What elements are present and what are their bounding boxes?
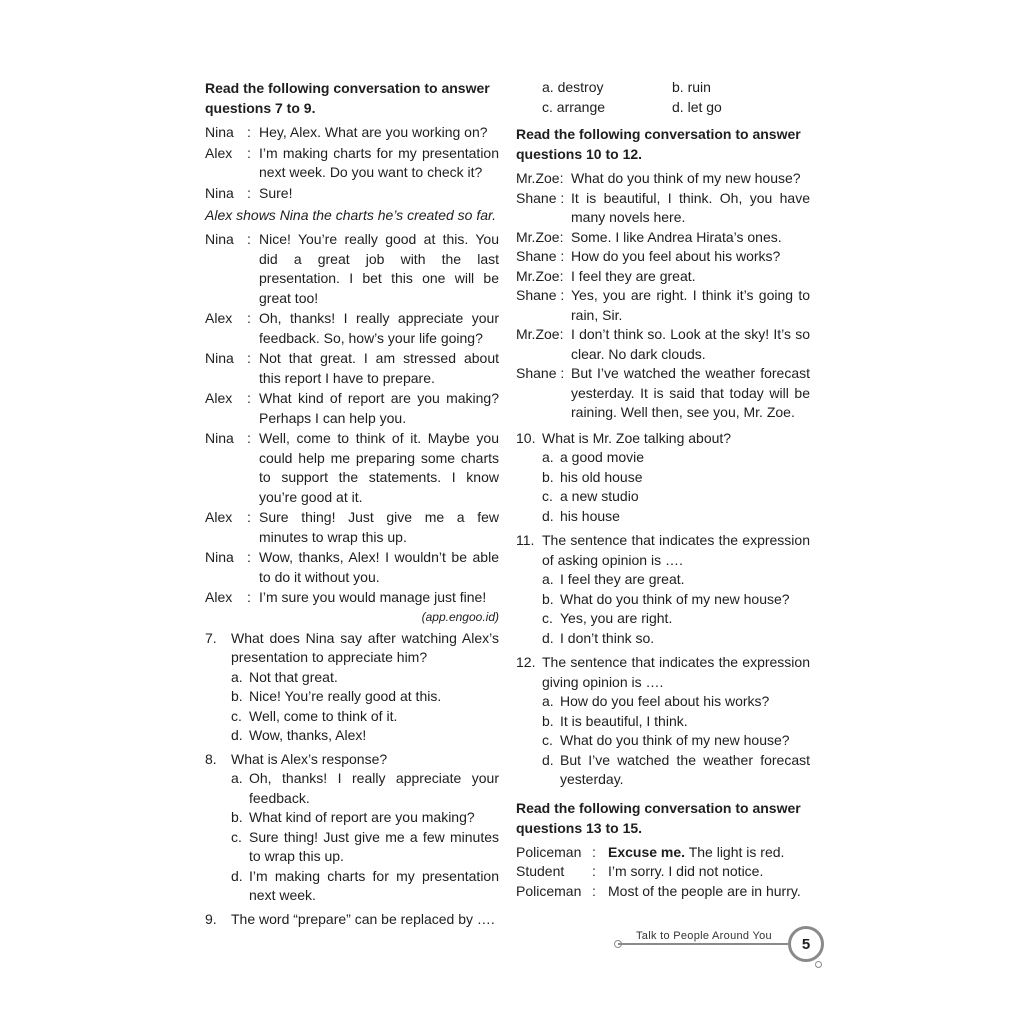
- answer-option: [205, 687, 499, 707]
- dialogue-line: Policeman : Excuse me. The light is red.: [516, 843, 810, 863]
- dialogue-text: I don’t think so. Look at the sky! It’s so clear. No dark clouds.: [571, 326, 810, 362]
- option-letter: c.: [542, 98, 553, 115]
- answer-option: [205, 769, 499, 808]
- dialogue-block-1: [205, 123, 499, 203]
- speaker-name: Alex: [205, 589, 233, 605]
- question-text: The sentence that indicates the expression of asking opinion is ….: [542, 532, 810, 568]
- stage-direction: Alex shows Nina the charts he’s created so far.: [205, 207, 497, 223]
- question-text: The word “prepare” can be replaced by ….: [231, 910, 495, 927]
- dialogue-line: Nina : Wow, thanks, Alex! I wouldn’t be able to do it without you.: [205, 548, 499, 587]
- answer-option: [516, 629, 810, 649]
- speaker-name: Nina: [205, 184, 234, 201]
- dialogue-text: Not that great. I am stressed about this report I have to prepare.: [259, 350, 499, 386]
- speaker-name: Alex: [205, 144, 233, 161]
- option-text: destroy: [557, 79, 604, 95]
- dialogue-line: Nina : Nice! You’re really good at this. You did a great job with the last presentation. I bet this one will be great too!: [205, 230, 499, 308]
- speaker-name: Mr.Zoe:: [516, 170, 564, 186]
- option-letter: b.: [542, 590, 554, 607]
- speaker-name: Nina: [205, 231, 234, 247]
- answer-option: [542, 98, 672, 118]
- speaker-name: Nina: [205, 430, 234, 446]
- dialogue-line: [516, 228, 810, 248]
- dialogue-line: [516, 286, 810, 325]
- option-text: What kind of report are you making?: [249, 809, 475, 825]
- answer-option: [205, 726, 499, 746]
- dialogue-line: Nina : Hey, Alex. What are you working on?: [205, 123, 499, 143]
- option-text: I don’t think so.: [560, 629, 655, 646]
- option-letter: c.: [542, 732, 553, 748]
- dialogue-text: Some. I like Andrea Hirata’s ones.: [571, 228, 782, 245]
- dialogue-block-3: [516, 169, 810, 423]
- dialogue-line: Alex : Sure thing! Just give me a few minutes to wrap this up.: [205, 508, 499, 547]
- page-number-badge: [788, 926, 824, 962]
- answer-option: [205, 707, 499, 727]
- option-letter: b.: [231, 688, 243, 704]
- answer-option: [205, 668, 499, 688]
- dialogue-line: [516, 325, 810, 364]
- dialogue-text: But I’ve watched the weather forecast yesterday. It is said that today will be raining. Well then, see you, Mr. Zoe.: [571, 365, 810, 420]
- option-letter: c.: [542, 488, 553, 504]
- section-heading-7-9: Read the following conversation to answer questions 7 to 9.: [205, 80, 490, 116]
- option-letter: d.: [231, 727, 243, 743]
- option-text: ruin: [687, 79, 711, 95]
- option-text: arrange: [556, 98, 606, 115]
- source-citation: (app.engoo.id): [421, 609, 499, 624]
- dialogue-text: Oh, thanks! I really appreciate your feedback. So, how’s your life going?: [259, 310, 499, 346]
- option-text: Sure thing! Just give me a few minutes to wrap this up.: [249, 828, 499, 864]
- option-letter: a.: [542, 449, 554, 465]
- option-text: let go: [687, 98, 722, 115]
- dialogue-line: Nina : Well, come to think of it. Maybe you could help me preparing some charts to support the statements. I know you’re good at it.: [205, 429, 499, 507]
- option-text: a good movie: [560, 449, 645, 465]
- question-8: [205, 750, 499, 906]
- answer-option: [672, 78, 802, 98]
- answer-option: [516, 570, 810, 590]
- speaker-name: Shane :: [516, 189, 565, 206]
- option-text: I’m making charts for my presentation next week.: [249, 867, 499, 903]
- question-number: 9.: [205, 910, 217, 927]
- dialogue-text: Sure thing! Just give me a few minutes to wrap this up.: [259, 509, 499, 545]
- dialogue-text: What do you think of my new house?: [571, 170, 801, 186]
- option-text: Yes, you are right.: [560, 610, 673, 626]
- answer-option: [516, 487, 810, 507]
- speaker-name: Mr.Zoe:: [516, 267, 564, 284]
- option-text: But I’ve watched the weather forecast yesterday.: [560, 751, 810, 787]
- page-dot-decoration: [815, 961, 822, 968]
- answer-option: [516, 468, 810, 488]
- option-text: Wow, thanks, Alex!: [249, 727, 367, 743]
- dialogue-text: Well, come to think of it. Maybe you could help me preparing some charts to support the statements. I know you’re good at it.: [259, 430, 499, 505]
- dialogue-text: Sure!: [259, 184, 293, 201]
- option-letter: b.: [542, 712, 554, 729]
- question-10: [516, 429, 810, 527]
- option-letter: a.: [231, 668, 243, 685]
- question-9-options: [516, 78, 810, 117]
- question-11: [516, 531, 810, 648]
- dialogue-text: I’m sure you would manage just fine!: [259, 589, 487, 605]
- page-number: 5: [801, 935, 811, 953]
- speaker-name: Nina: [205, 549, 234, 565]
- speaker-name: Policeman: [516, 843, 582, 860]
- dialogue-text: I feel they are great.: [571, 267, 696, 284]
- speaker-name: Mr.Zoe:: [516, 326, 564, 342]
- speaker-name: Alex: [205, 509, 233, 525]
- dialogue-text: Most of the people are in hurry.: [608, 882, 801, 899]
- option-letter: a.: [231, 770, 243, 786]
- question-number: 12.: [516, 654, 536, 670]
- dialogue-line: [516, 169, 810, 189]
- dialogue-line: Alex : What kind of report are you making? Perhaps I can help you.: [205, 389, 499, 428]
- option-letter: b.: [672, 79, 684, 95]
- option-letter: c.: [231, 707, 242, 724]
- speaker-name: Shane :: [516, 248, 565, 264]
- option-text: How do you feel about his works?: [560, 693, 770, 709]
- dialogue-text: It is beautiful, I think. Oh, you have many novels here.: [571, 189, 810, 225]
- question-12: [516, 653, 810, 790]
- dialogue-text: Nice! You’re really good at this. You did a great job with the last presentation. I bet this one will be great too!: [259, 231, 499, 306]
- question-text: What is Alex’s response?: [231, 750, 388, 767]
- option-letter: d.: [542, 751, 554, 768]
- section-heading-13-15: Read the following conversation to answer questions 13 to 15.: [516, 799, 801, 836]
- question-7: [205, 629, 499, 746]
- dialogue-line: [516, 189, 810, 228]
- answer-option: [516, 731, 810, 751]
- section-heading-10-12: Read the following conversation to answer questions 10 to 12.: [516, 126, 801, 162]
- dialogue-line: Nina : Not that great. I am stressed about this report I have to prepare.: [205, 349, 499, 388]
- dialogue-line: Alex : I’m making charts for my presentation next week. Do you want to check it?: [205, 144, 499, 183]
- answer-option: [516, 692, 810, 712]
- answer-option: [516, 751, 810, 790]
- dialogue-line: Student : I’m sorry. I did not notice.: [516, 862, 810, 882]
- option-letter: a.: [542, 693, 554, 709]
- option-text: a new studio: [560, 488, 639, 504]
- question-9: [205, 910, 499, 930]
- speaker-name: Shane :: [516, 287, 565, 303]
- speaker-name: Alex: [205, 390, 233, 406]
- question-number: 8.: [205, 750, 217, 767]
- question-text: The sentence that indicates the expression giving opinion is ….: [542, 654, 810, 690]
- answer-option: [672, 98, 802, 118]
- dialogue-text: Hey, Alex. What are you working on?: [259, 124, 488, 140]
- option-letter: b.: [231, 809, 243, 825]
- speaker-name: Nina: [205, 124, 234, 140]
- option-letter: a.: [542, 79, 554, 95]
- option-text: his house: [560, 507, 620, 524]
- option-letter: d.: [542, 629, 554, 646]
- option-text: It is beautiful, I think.: [560, 712, 688, 729]
- bold-phrase: Excuse me.: [608, 843, 686, 860]
- dialogue-line: Nina : Sure!: [205, 184, 499, 204]
- dialogue-block-2: [205, 230, 499, 608]
- question-number: 11.: [516, 532, 535, 548]
- left-column: [205, 78, 499, 929]
- dialogue-text: Wow, thanks, Alex! I wouldn’t be able to do it without you.: [259, 549, 499, 585]
- speaker-name: Nina: [205, 350, 234, 366]
- answer-option: [542, 78, 672, 98]
- option-text: Nice! You’re really good at this.: [249, 688, 442, 704]
- dialogue-line: [516, 267, 810, 287]
- option-letter: d.: [231, 867, 243, 884]
- option-text: his old house: [560, 468, 643, 485]
- speaker-name: Shane :: [516, 365, 565, 381]
- question-number: 7.: [205, 629, 217, 646]
- option-text: Not that great.: [249, 668, 338, 685]
- dialogue-text: I’m making charts for my presentation next week. Do you want to check it?: [259, 144, 499, 180]
- speaker-name: Student: [516, 863, 565, 879]
- chapter-title: Talk to People Around You: [636, 930, 772, 942]
- right-column: [516, 78, 810, 901]
- speaker-name: Policeman: [516, 882, 582, 899]
- option-text: What do you think of my new house?: [560, 590, 790, 607]
- option-letter: d.: [672, 98, 684, 115]
- option-letter: b.: [542, 468, 554, 485]
- dialogue-line: Alex : Oh, thanks! I really appreciate your feedback. So, how’s your life going?: [205, 309, 499, 348]
- option-letter: d.: [542, 507, 554, 524]
- option-letter: c.: [542, 610, 553, 626]
- option-letter: c.: [231, 828, 242, 845]
- dialogue-text: I’m sorry. I did not notice.: [608, 863, 764, 879]
- question-number: 10.: [516, 429, 536, 446]
- speaker-name: Alex: [205, 310, 233, 326]
- answer-option: [516, 507, 810, 527]
- answer-option: [516, 609, 810, 629]
- option-letter: a.: [542, 571, 554, 587]
- option-text: Oh, thanks! I really appreciate your feedback.: [249, 770, 499, 806]
- answer-option: [516, 712, 810, 732]
- question-text: What does Nina say after watching Alex’s presentation to appreciate him?: [231, 629, 499, 665]
- dialogue-text: How do you feel about his works?: [571, 248, 781, 264]
- dialogue-text: [608, 843, 810, 863]
- dialogue-text: Yes, you are right. I think it’s going to rain, Sir.: [571, 287, 810, 323]
- dialogue-block-4: [516, 843, 810, 902]
- answer-option: [205, 828, 499, 867]
- option-text: What do you think of my new house?: [560, 732, 790, 748]
- answer-option: [516, 590, 810, 610]
- option-text: I feel they are great.: [560, 571, 685, 587]
- dialogue-line: [516, 247, 810, 267]
- speaker-name: Mr.Zoe:: [516, 228, 564, 245]
- dialogue-text: What kind of report are you making? Perhaps I can help you.: [259, 390, 499, 426]
- footer-rule: [618, 943, 788, 945]
- dialogue-rest: The light is red.: [685, 843, 785, 860]
- answer-option: [205, 867, 499, 906]
- question-text: What is Mr. Zoe talking about?: [542, 429, 732, 446]
- dialogue-line: [516, 364, 810, 423]
- answer-option: [205, 808, 499, 828]
- dialogue-line: Policeman : Most of the people are in hurry.: [516, 882, 810, 902]
- answer-option: [516, 448, 810, 468]
- dialogue-line: Alex : I’m sure you would manage just fine!: [205, 588, 499, 608]
- option-text: Well, come to think of it.: [249, 707, 398, 724]
